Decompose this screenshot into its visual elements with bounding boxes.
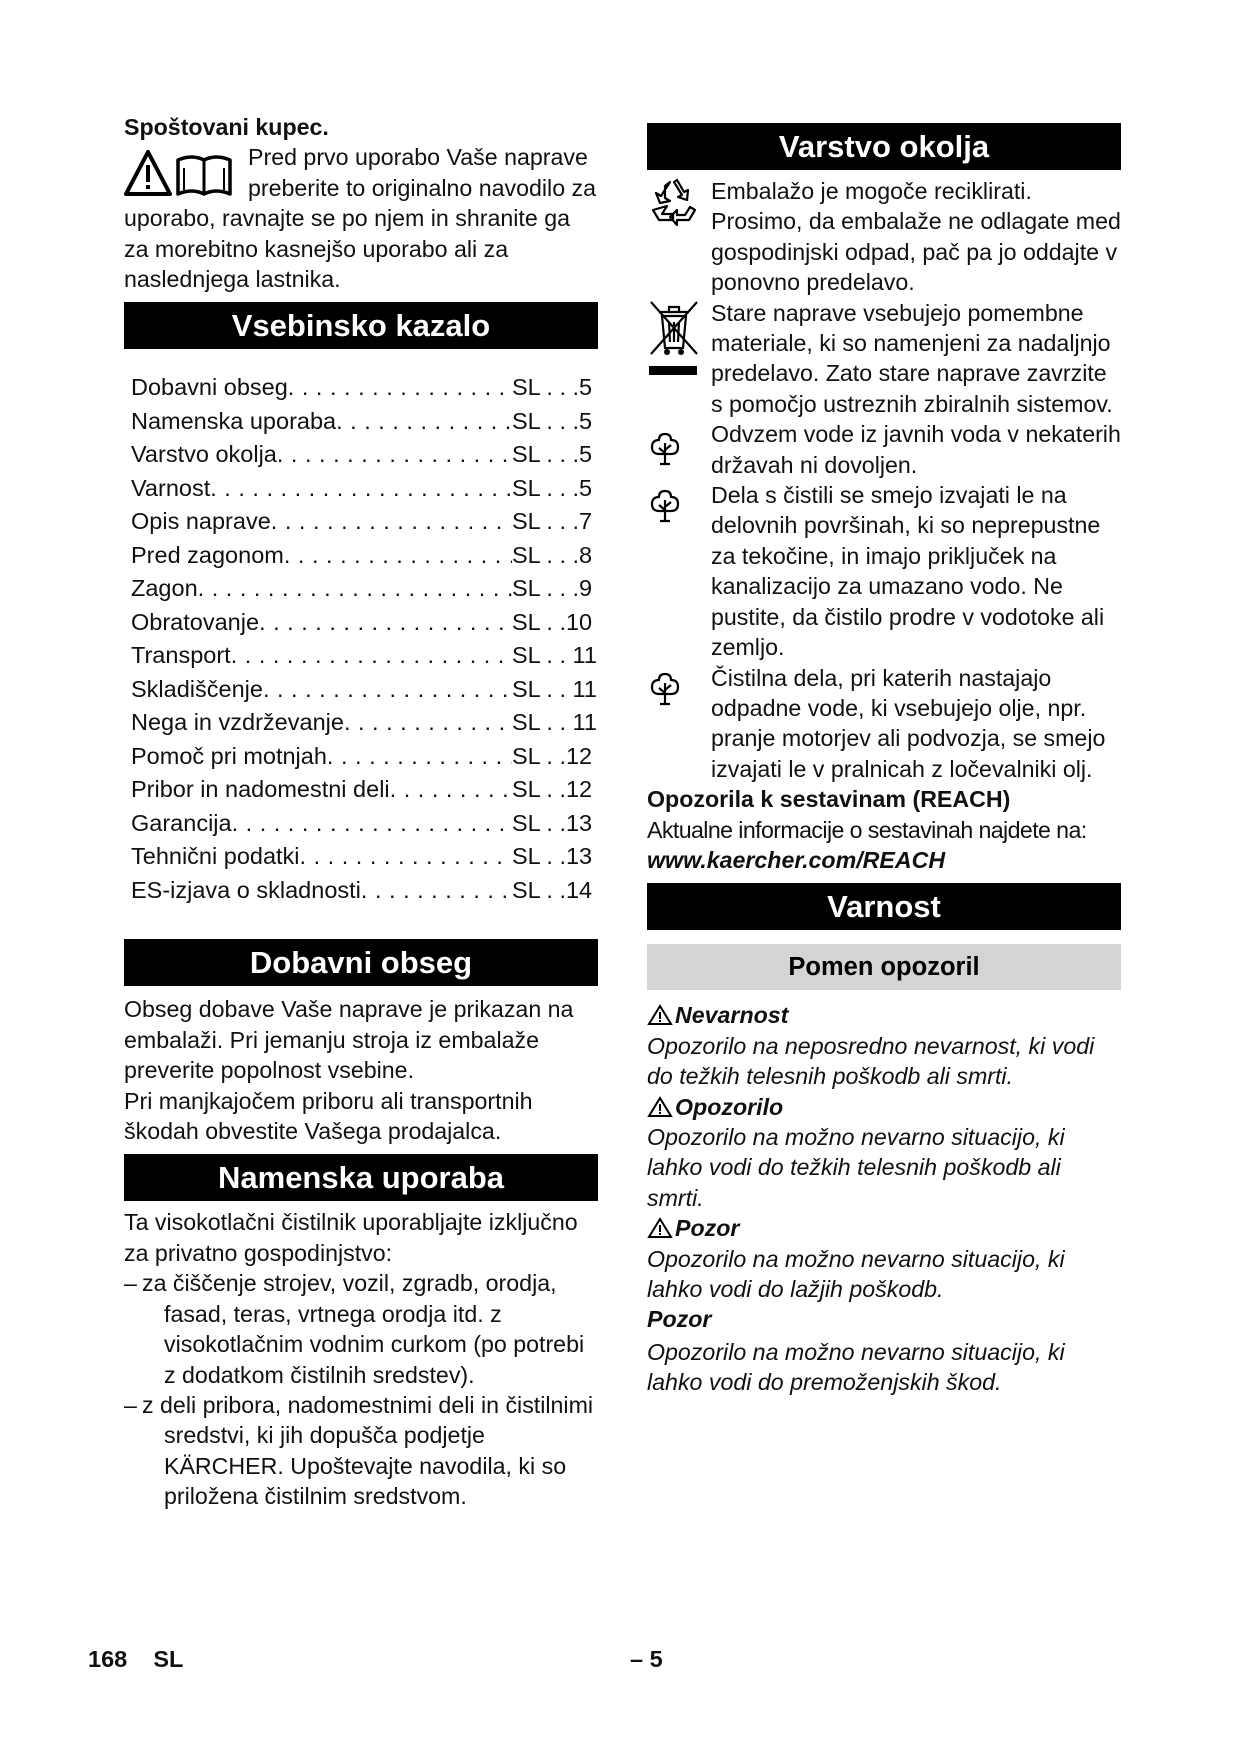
warning-text: Opozorilo na neposredno nevarnost, ki vodi do težkih telesnih poškodb ali smrti.	[647, 1032, 1095, 1090]
use-heading: Namenska uporaba	[124, 1154, 598, 1201]
toc-title: Zagon	[131, 575, 198, 602]
section-page-number: – 5	[630, 1646, 663, 1672]
warning-title: Pozor	[647, 1306, 712, 1333]
toc-ref: SL . . 11	[512, 709, 597, 736]
left-column	[124, 112, 598, 1512]
toc-ref: SL . .12	[512, 776, 593, 803]
toc-title: Pomoč pri motnjah	[131, 742, 327, 769]
toc-row[interactable]	[131, 606, 598, 640]
toc-title: Varstvo okolja	[131, 441, 277, 468]
env-text: Čistilna dela, pri katerih nastajajo odpadne vode, ki vsebujejo olje, npr. pranje motorjev ali podvozja, se smejo izvajati le v pralnicah z ločevalniki olj.	[711, 664, 1106, 782]
table-of-contents	[131, 371, 598, 907]
language-code: SL	[153, 1646, 184, 1672]
toc-row[interactable]	[131, 505, 598, 539]
toc-ref: SL . . 11	[512, 642, 597, 669]
toc-ref: SL . . .5	[512, 474, 593, 501]
toc-title: Nega in vzdrževanje	[131, 709, 344, 736]
toc-title: Dobavni obseg	[131, 374, 288, 401]
toc-row[interactable]	[131, 572, 598, 606]
toc-ref: SL . .10	[512, 608, 593, 635]
toc-row[interactable]	[131, 438, 598, 472]
toc-ref: SL . . 11	[512, 675, 597, 702]
toc-ref: SL . . .7	[512, 508, 593, 535]
warning-title: Opozorilo	[647, 1092, 1121, 1122]
warning-triangle-icon	[647, 1217, 673, 1239]
list-item	[124, 1268, 598, 1390]
greeting: Spoštovani kupec.	[124, 114, 329, 140]
toc-row[interactable]	[131, 840, 598, 874]
dash-bullet: –	[124, 1391, 137, 1418]
toc-row[interactable]	[131, 539, 598, 573]
page-number: 168	[88, 1646, 128, 1672]
warning-title: Pozor	[647, 1213, 1121, 1243]
footer-page	[88, 1644, 183, 1674]
toc-row[interactable]	[131, 371, 598, 405]
intro-block	[124, 142, 598, 294]
toc-row[interactable]	[131, 639, 598, 673]
scope-text: Obseg dobave Vaše naprave je prikazan na embalaži. Pri jemanju stroja iz embalaže preverite popolnost vsebine.	[124, 996, 574, 1084]
toc-ref: SL . .12	[512, 742, 593, 769]
env-item	[647, 176, 1121, 298]
toc-title: Varnost	[131, 474, 211, 501]
crossed-bin-icon	[647, 298, 701, 382]
env-item	[647, 480, 1121, 662]
warning-triangle-icon	[647, 1004, 673, 1026]
list-item-text: za čiščenje strojev, vozil, zgradb, orodja, fasad, teras, vrtnega orodja itd. z visokotlačnim vodnim curkom (po potrebi z dodatkom čistilnih sredstev).	[142, 1270, 585, 1388]
env-text: Stare naprave vsebujejo pomembne materiale, ki so namenjeni za nadaljnjo predelavo. Zato stare naprave zavrzite s pomočjo ustreznih zbiralnih sistemov.	[711, 299, 1113, 417]
tree-icon	[647, 671, 683, 707]
right-column	[647, 112, 1121, 1398]
list-item	[124, 1390, 598, 1512]
toc-title: Pribor in nadomestni deli	[131, 776, 390, 803]
toc-row[interactable]	[131, 874, 598, 908]
toc-ref: SL . .14	[512, 876, 593, 903]
toc-row[interactable]	[131, 773, 598, 807]
toc-row[interactable]	[131, 740, 598, 774]
toc-ref: SL . . .5	[512, 441, 593, 468]
reach-title: Opozorila k sestavinam (REACH)	[647, 786, 1011, 813]
recycling-icon	[647, 176, 701, 230]
safety-heading: Varnost	[647, 883, 1121, 930]
warning-text: Opozorilo na možno nevarno situacijo, ki lahko vodi do premoženjskih škod.	[647, 1338, 1065, 1396]
scope-text: Pri manjkajočem priboru ali transportnih škodah obvestite Vašega prodajalca.	[124, 1087, 533, 1145]
toc-ref: SL . . .5	[512, 407, 593, 434]
toc-row[interactable]	[131, 405, 598, 439]
toc-title: Tehnični podatki	[131, 843, 300, 870]
toc-row[interactable]	[131, 706, 598, 740]
use-text: Ta visokotlačni čistilnik uporabljajte izključno za privatno gospodinjstvo:	[124, 1209, 578, 1266]
safety-subheading: Pomen opozoril	[647, 944, 1121, 990]
env-heading: Varstvo okolja	[647, 123, 1121, 170]
env-text: Embalažo je mogoče reciklirati. Prosimo, da embalaže ne odlagate med gospodinjski odpad, pač pa jo oddajte v ponovno predelavo.	[711, 178, 1121, 296]
toc-title: Obratovanje	[131, 608, 260, 635]
warning-triangle-icon	[647, 1096, 673, 1118]
warning-text: Opozorilo na možno nevarno situacijo, ki lahko vodi do težkih telesnih poškodb ali smrti.	[647, 1123, 1065, 1211]
toc-ref: SL . .13	[512, 843, 593, 870]
toc-ref: SL . . .8	[512, 541, 593, 568]
toc-row[interactable]	[131, 807, 598, 841]
dash-bullet: –	[124, 1270, 137, 1297]
toc-title: Pred zagonom	[131, 541, 284, 568]
tree-icon	[647, 431, 683, 467]
tree-icon	[647, 488, 683, 524]
reach-text: Aktualne informacije o sestavinah najdete na:	[647, 816, 1087, 843]
env-item	[647, 419, 1121, 480]
reach-link[interactable]: www.kaercher.com/REACH	[647, 846, 946, 873]
toc-title: Namenska uporaba	[131, 407, 337, 434]
toc-title: Transport	[131, 642, 231, 669]
warning-text: Opozorilo na možno nevarno situacijo, ki lahko vodi do lažjih poškodb.	[647, 1245, 1065, 1302]
warning-title: Nevarnost	[647, 1000, 1121, 1030]
toc-ref: SL . . .5	[512, 374, 593, 401]
toc-title: Opis naprave	[131, 508, 271, 535]
toc-ref: SL . .13	[512, 809, 593, 836]
toc-ref: SL . . .9	[512, 575, 593, 602]
toc-title: Skladiščenje	[131, 675, 263, 702]
env-item	[647, 663, 1121, 785]
env-item	[647, 298, 1121, 420]
toc-row[interactable]	[131, 673, 598, 707]
env-text: Dela s čistili se smejo izvajati le na delovnih površinah, ki so neprepustne za tekočine, in imajo priključek na kanalizacijo za umazano vodo. Ne pustite, da čistilo prodre v vodotoke ali zemljo.	[711, 482, 1105, 661]
warning-manual-icon	[124, 148, 240, 200]
scope-heading: Dobavni obseg	[124, 939, 598, 986]
env-text: Odvzem vode iz javnih voda v nekaterih državah ni dovoljen.	[711, 421, 1121, 478]
toc-row[interactable]	[131, 472, 598, 506]
list-item-text: z deli pribora, nadomestnimi deli in čistilnimi sredstvi, ki jih dopušča podjetje KÄRCHER. Upoštevajte navodila, ki so priložena čistilnim sredstvom.	[142, 1391, 594, 1510]
toc-title: Garancija	[131, 809, 232, 836]
toc-title: ES-izjava o skladnosti	[131, 876, 361, 903]
toc-heading: Vsebinsko kazalo	[124, 302, 598, 349]
intro-text: Pred prvo uporabo Vaše naprave preberite to originalno navodilo za uporabo, ravnajte se po njem in shranite ga za morebitno kasnejšo uporabo ali za naslednjega lastnika.	[124, 144, 597, 293]
